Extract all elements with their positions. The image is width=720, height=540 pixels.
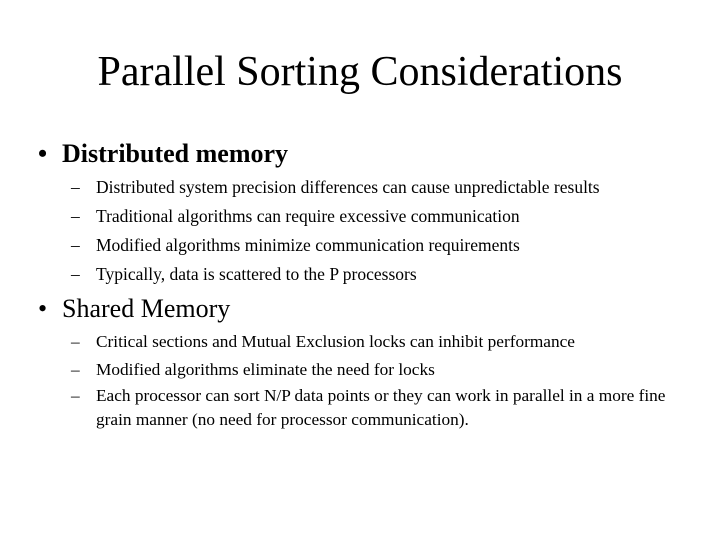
list-item-text: Each processor can sort N/P data points or they can work in parallel in a more fine grain manner (no need for processor communication). <box>96 386 666 429</box>
bullet-icon: • <box>38 139 48 168</box>
slide-title: Parallel Sorting Considerations <box>97 49 623 95</box>
list-item <box>71 260 600 289</box>
bullet-heading: Distributed memory <box>62 139 289 168</box>
bullet-heading: Shared Memory <box>62 294 231 323</box>
dash-icon: – <box>71 360 80 379</box>
dash-icon: – <box>71 177 80 197</box>
list-item-text: Traditional algorithms can require excessive communication <box>96 206 520 226</box>
dash-icon: – <box>71 264 80 284</box>
bullet-icon: • <box>38 294 48 323</box>
list-item <box>71 231 600 260</box>
dash-icon: – <box>71 235 80 255</box>
list-item <box>71 202 600 231</box>
list-item-text: Typically, data is scattered to the P processors <box>96 264 417 284</box>
list-item-text: Modified algorithms minimize communication requirements <box>96 235 520 255</box>
list-item-text: Modified algorithms eliminate the need for locks <box>96 360 435 379</box>
dash-icon: – <box>71 386 80 405</box>
list-item-text: Distributed system precision differences can cause unpredictable results <box>96 177 600 197</box>
list-item <box>71 384 681 432</box>
dash-icon: – <box>71 332 80 351</box>
bullet-distributed-memory <box>38 138 288 170</box>
list-item <box>71 173 600 202</box>
list-item-text: Critical sections and Mutual Exclusion locks can inhibit performance <box>96 332 575 351</box>
bullet-shared-memory <box>38 293 230 325</box>
shared-memory-list <box>71 328 681 432</box>
list-item <box>71 356 681 384</box>
list-item <box>71 328 681 356</box>
dash-icon: – <box>71 206 80 226</box>
distributed-memory-list <box>71 173 600 289</box>
